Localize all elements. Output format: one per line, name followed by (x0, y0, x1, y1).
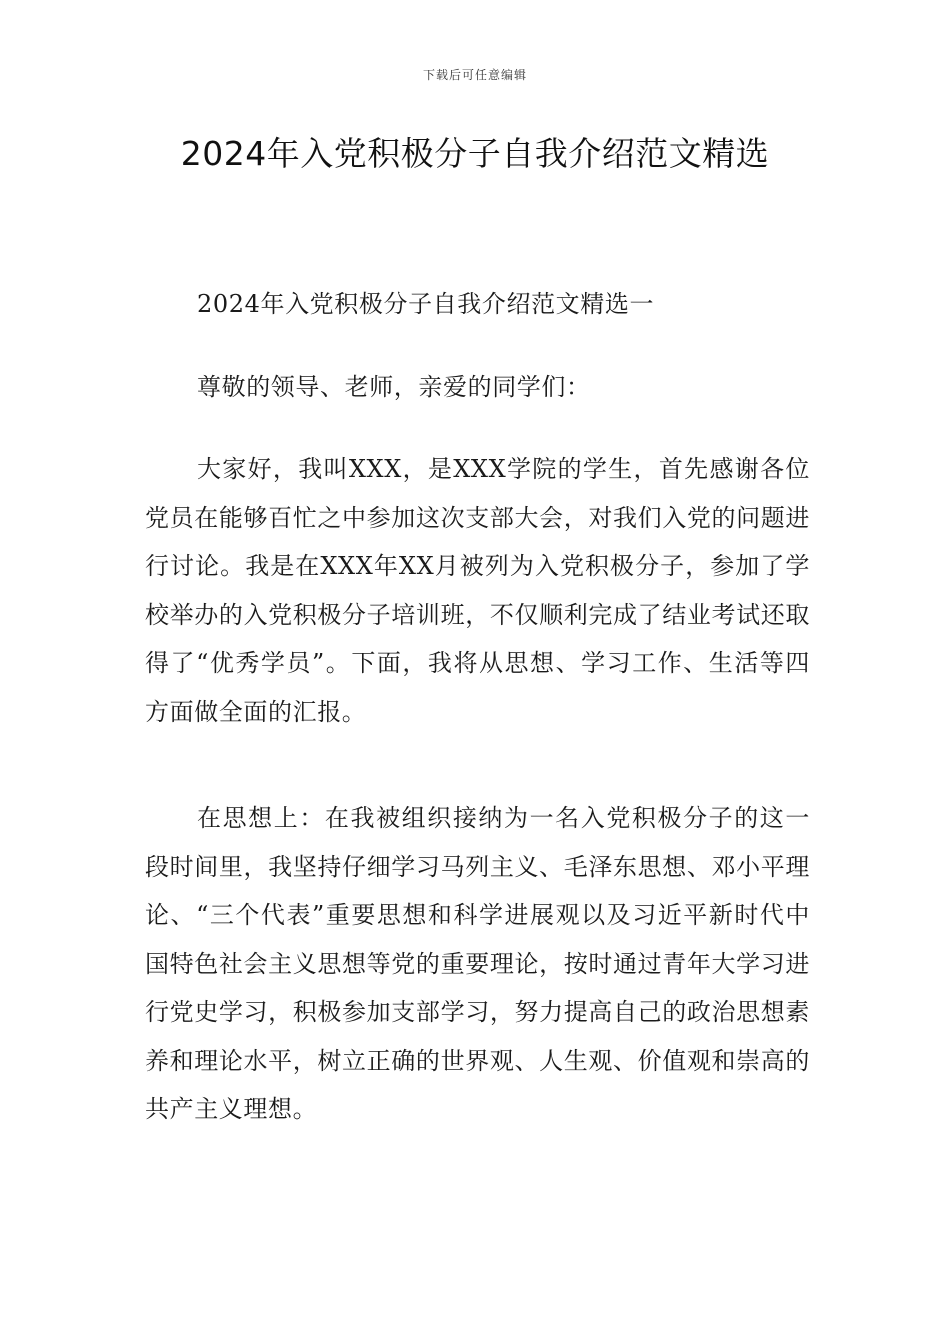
paragraph-ideology: 在思想上：在我被组织接纳为一名入党积极分子的这一段时间里，我坚持仔细学习马列主义、毛泽东思想、邓小平理论、“三个代表”重要思想和科学进展观以及习近平新时代中国特色社会主义思想等党的重要理论，按时通过青年大学习进行党史学习，积极参加支部学习，努力提高自己的政治思想素养和理论水平，树立正确的世界观、人生观、价值观和崇高的共产主义理想。 (145, 804, 810, 1123)
salutation: 尊敬的领导、老师，亲爱的同学们： (197, 372, 591, 401)
document-title: 2024年入党积极分子自我介绍范文精选 (180, 134, 770, 173)
section-heading: 2024年入党积极分子自我介绍范文精选一 (197, 290, 655, 318)
paragraph-introduction: 大家好，我叫XXX，是XXX学院的学生，首先感谢各位党员在能够百忙之中参加这次支部大会，对我们入党的问题进行讨论。我是在XXX年XX月被列为入党积极分子，参加了学校举办的入党积极分子培训班，不仅顺利完成了结业考试还取得了“优秀学员”。下面，我将从思想、学习工作、生活等四方面做全面的汇报。 (145, 455, 810, 726)
document-body (145, 280, 810, 1134)
header-note: 下载后可任意编辑 (422, 68, 527, 82)
